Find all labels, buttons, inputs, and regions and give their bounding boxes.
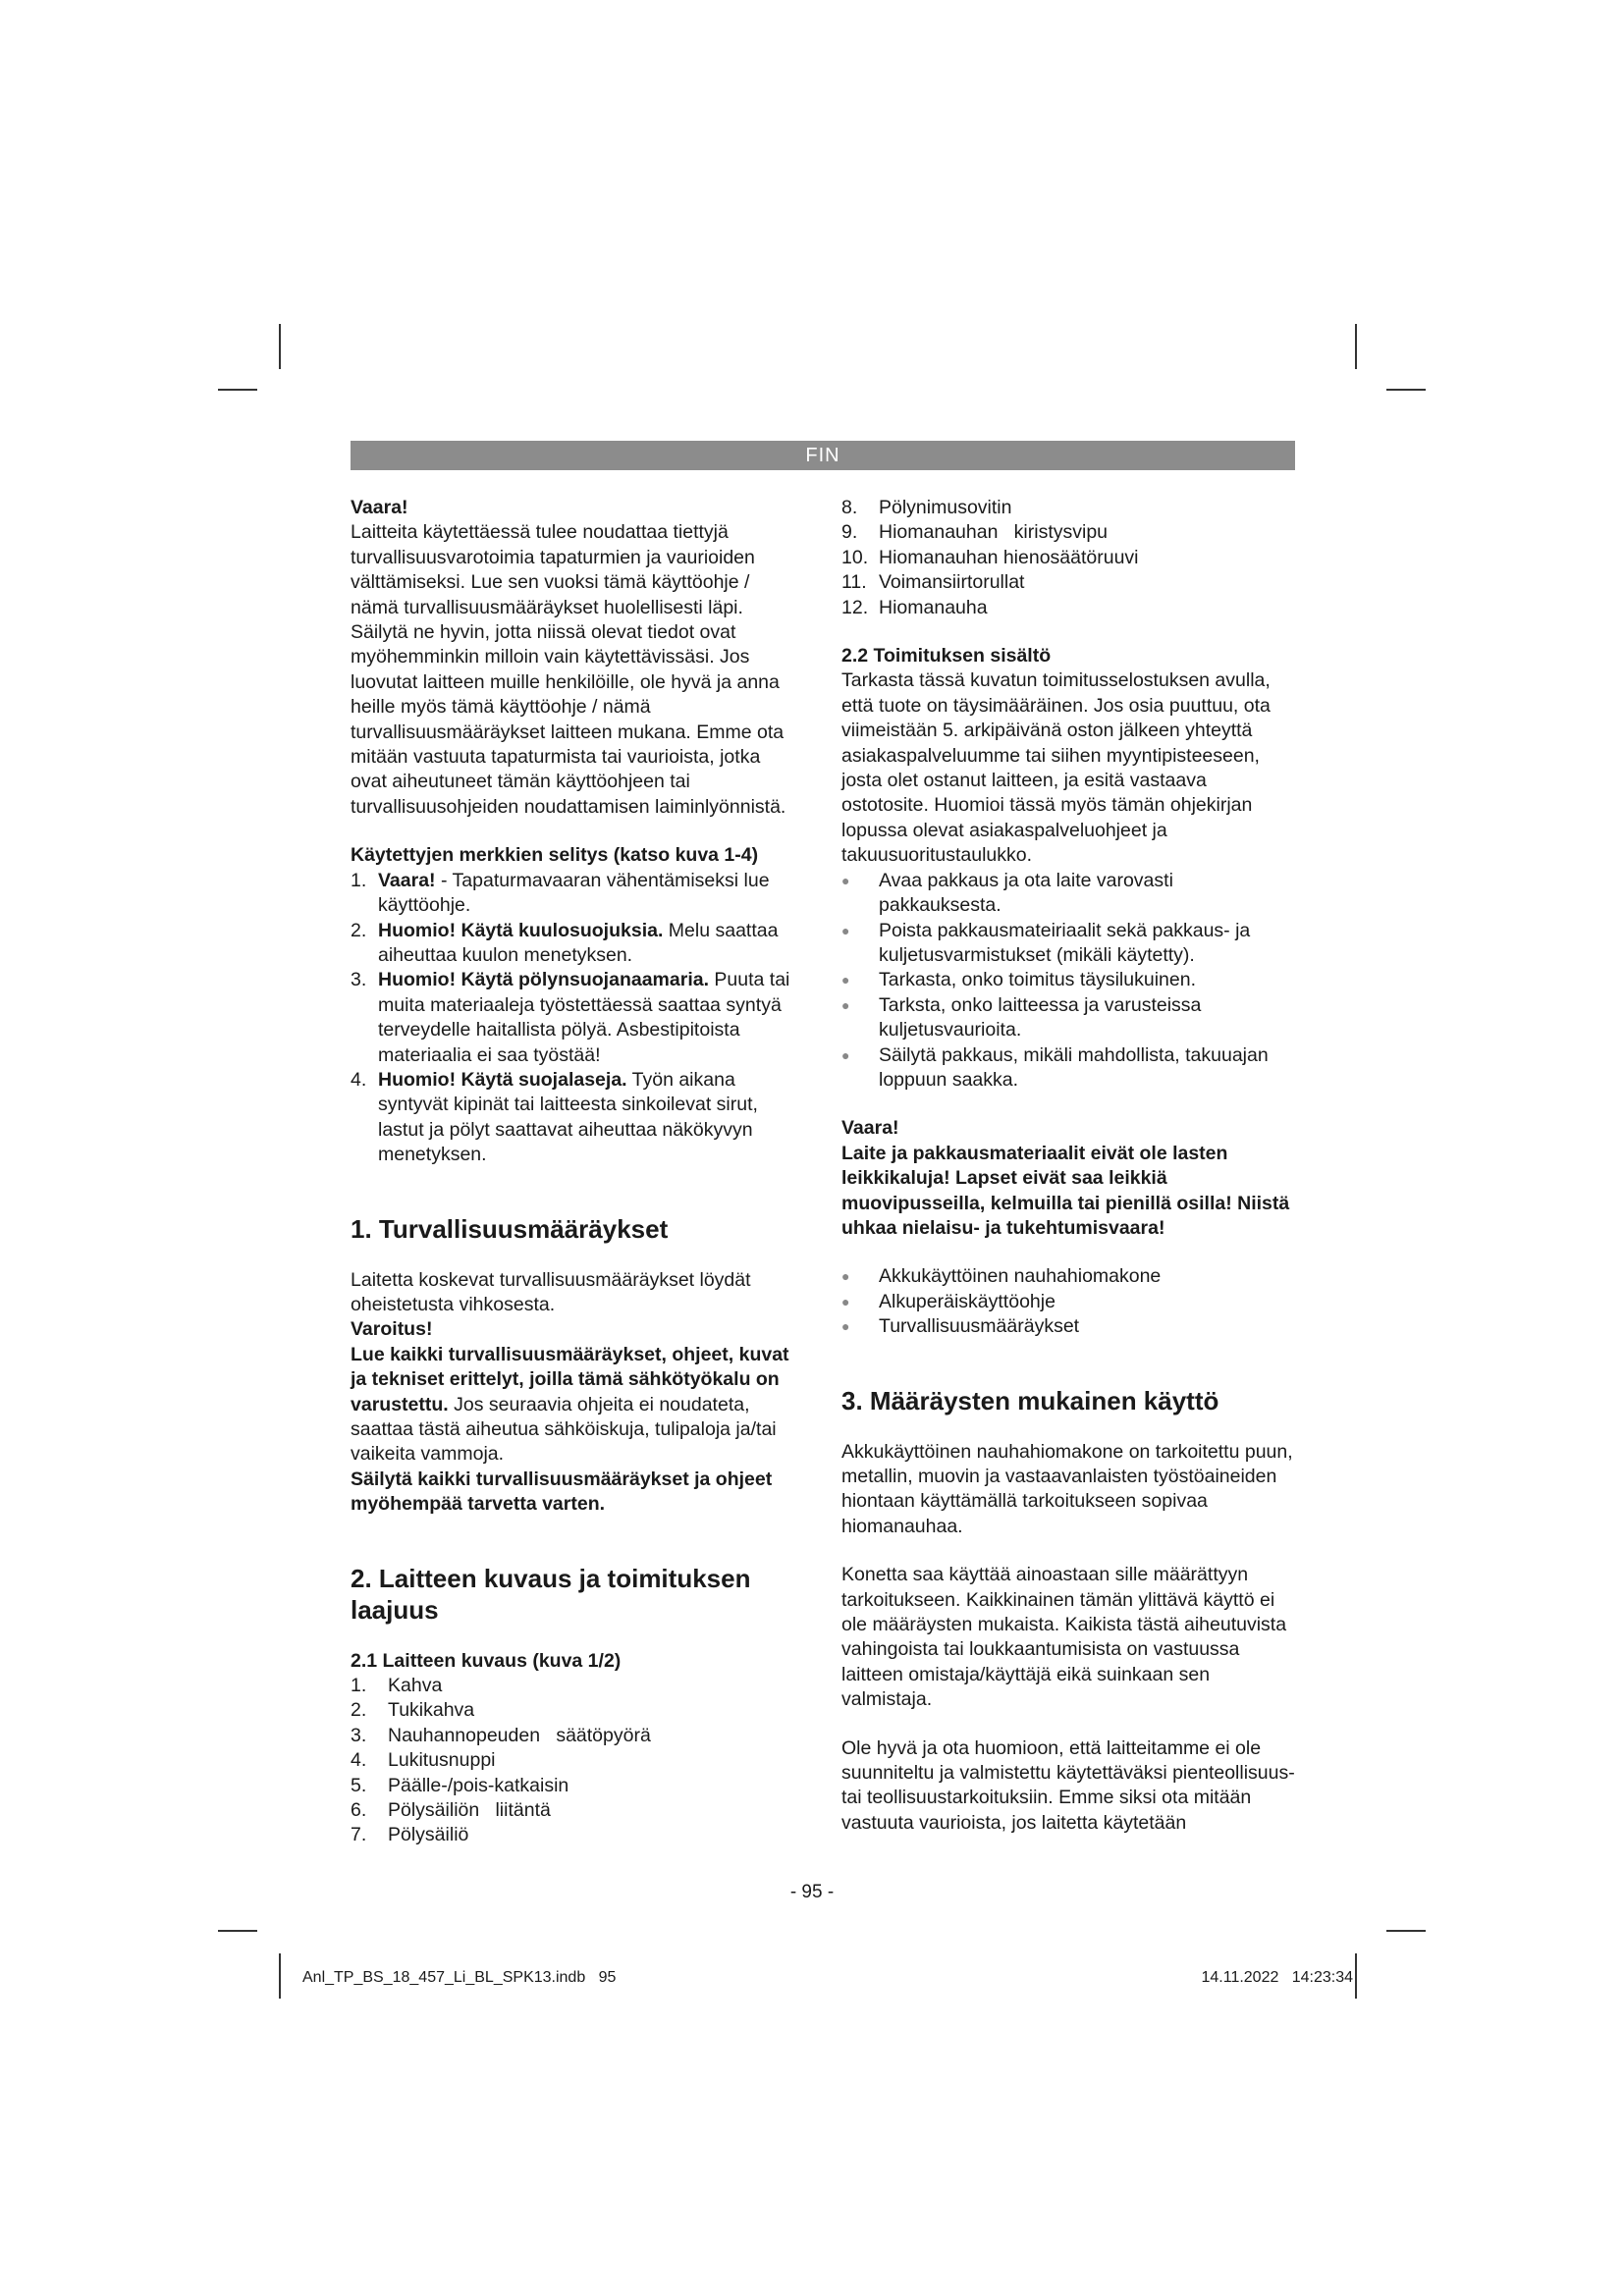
bullet-icon: ● [841,1268,850,1285]
parts-list-left [351,1674,794,1848]
part-item: 2. Tukikahva [351,1699,475,1722]
bullet-icon: ● [841,872,850,888]
part-item: 9. Hiomanauhan kiristysvipu [841,521,1109,544]
section-1-keep-note: Säilytä kaikki turvallisuusmääräykset ja ohjeet myöhempää tarvetta varten. [351,1468,773,1516]
part-item: 6. Pölysäiliön liitäntä [351,1799,551,1822]
bullet-icon: ● [841,1046,850,1063]
parts-list-right [841,496,1295,620]
check-item: ● Avaa pakkaus ja ota laite varovasti pakkauksesta. [841,869,1295,919]
page-number: - 95 - [789,1882,835,1902]
section-2-2-title: 2.2 Toimituksen sisältö [841,645,1052,667]
right-column [841,496,1295,1836]
part-item: 7. Pölysäiliö [351,1824,469,1846]
intro-warning-title: Vaara! [351,497,408,518]
section-3-paragraph-3: Ole hyvä ja ota huomioon, että laitteitamme ei ole suunniteltu ja valmistettu käytettäväksi pienteollisuus- tai teollisuustarkoituksiin. Emme siksi ota mitään vastuuta vaurioista, jos laitetta käytetään [841,1736,1295,1834]
section-1-warning-text: Lue kaikki turvallisuusmääräykset, ohjeet, kuvat ja tekniset erittelyt, joilla tämä sähkötyökalu on varustettu. Jos seuraavia ohjeita ei noudateta, saattaa tästä aiheutua sähköiskuja, tulipaloja ja/tai vaikeita vammoja. [351,1343,789,1466]
bullet-icon: ● [841,972,850,988]
delivery-item: ● Alkuperäiskäyttöohje [841,1290,1295,1314]
section-1-title: 1. Turvallisuusmääräykset [351,1213,669,1244]
left-column [351,496,794,1848]
part-item: 10. Hiomanauhan hienosäätöruuvi [841,546,1139,568]
symbols-title: Käytettyjen merkkien selitys (katso kuva 1-4) [351,844,759,867]
delivery-list [841,1264,1295,1339]
part-item: 4. Lukitusnuppi [351,1749,496,1772]
footer-filename: Anl_TP_BS_18_457_Li_BL_SPK13.indb 95 [302,1969,617,1986]
part-item: 3. Nauhannopeuden säätöpyörä [351,1724,651,1746]
delivery-item: ● Akkukäyttöinen nauhahiomakone [841,1264,1295,1289]
language-header-bar [351,441,1295,470]
check-item: ● Säilytä pakkaus, mikäli mahdollista, takuuajan loppuun saakka. [841,1043,1295,1094]
part-item: 1. Kahva [351,1675,443,1697]
language-label: FIN [805,444,840,466]
crop-mark [1355,324,1357,369]
part-item: 11. Voimansiirtorullat [841,571,1025,594]
section-2-1-title: 2.1 Laitteen kuvaus (kuva 1/2) [351,1649,622,1672]
footer-datetime: 14.11.2022 14:23:34 [1201,1969,1353,1986]
delivery-item: ● Turvallisuusmääräykset [841,1314,1295,1339]
section-2-2-text: Tarkasta tässä kuvatun toimitusselostuksen avulla, että tuote on täysimääräinen. Jos osia puuttuu, ota viimeistään 5. arkipäivänä oston jälkeen yhteyttä asiakaspalveluumme tai siihen myyntipisteeseen, josta olet ostanut laitteen, ja esitä vastaava ostotosite. Huomioi tässä myös tämän ohjekirjan lopussa olevat asiakaspalveluohjeet ja takuusuoritustaulukko. [841,669,1271,867]
check-item: ● Tarksta, onko laitteessa ja varusteissa kuljetusvaurioita. [841,993,1295,1043]
symbol-item: 2. Huomio! Käytä kuulosuojuksia. Melu saattaa aiheuttaa kuulon menetyksen. [351,919,779,966]
symbol-item: 1. Vaara! - Tapaturmavaaran vähentämiseksi lue käyttöohje. [351,869,770,917]
intro-warning-text: Laitteita käytettäessä tulee noudattaa tiettyjä turvallisuusvarotoimia tapaturmien ja vaurioiden välttämiseksi. Lue sen vuoksi tämä käyttöohje / nämä turvallisuusmääräykset huolellisesti läpi. Säilytä ne hyvin, jotta niissä olevat tiedot ovat myöhemminkin milloin vain käytettävissäsi. Jos luovutat laitteen muille henkilöille, ole hyvä ja anna heille myös tämä käyttöohje / nämä turvallisuusmääräykset laitteen mukana. Emme ota mitään vastuuta tapaturmista tai vaurioista, jotka ovat aiheutuneet tämän käyttöohjeen tai turvallisuusohjeiden noudattamisen laiminlyönnistä. [351,521,786,818]
symbol-item: 3. Huomio! Käytä pölynsuojanaamaria. Puuta tai muita materiaaleja työstettäessä saattaa syntyä terveydelle haitallista pölyä. Asbestipitoista materiaalia ei saa työstää! [351,969,790,1066]
part-item: 8. Pölynimusovitin [841,497,1012,518]
bullet-icon: ● [841,996,850,1013]
bullet-icon: ● [841,1293,850,1309]
crop-mark [218,1930,257,1932]
check-list [841,869,1295,1094]
bullet-icon: ● [841,1318,850,1335]
crop-mark [279,324,281,369]
crop-mark [279,1953,281,1999]
section-2-title: 2. Laitteen kuvaus ja toimituksen laajuus [351,1563,751,1625]
section-3-paragraph-2: Konetta saa käyttää ainoastaan sille määrättyyn tarkoitukseen. Kaikkinainen tämän ylittävä käyttö ei ole määräysten mukaista. Kaikista tästä aiheutuvista vahingoista tai loukkaantumisista on vastuussa laitteen omistaja/käyttäjä eikä suinkaan sen valmistaja. [841,1564,1287,1711]
part-item: 12. Hiomanauha [841,596,988,618]
section-3-paragraph-1: Akkukäyttöinen nauhahiomakone on tarkoitettu puun, metallin, muovin ja vastaavanlaisten työstöaineiden hiontaan käyttämällä tarkoitukseen sopivaa hiomanauhaa. [841,1440,1293,1537]
crop-mark [218,389,257,391]
check-item: ● Tarkasta, onko toimitus täysilukuinen. [841,968,1295,992]
symbols-list [351,869,794,1168]
crop-mark [1386,389,1426,391]
crop-mark [1386,1930,1426,1932]
bullet-icon: ● [841,922,850,938]
check-item: ● Poista pakkausmateiriaalit sekä pakkaus- ja kuljetusvarmistukset (mikäli käytetty). [841,919,1295,969]
section-3-title: 3. Määräysten mukainen käyttö [841,1385,1219,1415]
section-1-text: Laitetta koskevat turvallisuusmääräykset löydät oheistetusta vihkosesta. [351,1268,751,1315]
crop-mark [1355,1953,1357,1999]
symbol-item: 4. Huomio! Käytä suojalaseja. Työn aikana syntyvät kipinät tai laitteesta sinkoilevat sirut, lastut ja pölyt saattavat aiheuttaa näkökyvyn menetyksen. [351,1068,758,1166]
section-1-warning-label: Varoitus! [351,1318,433,1341]
packaging-warning-text: Laite ja pakkausmateriaalit eivät ole lasten leikkikaluja! Lapset eivät saa leikkiä muovipusseilla, kelmuilla tai pienillä osilla! Niistä uhkaa nielaisu- ja tukehtumisvaara! [841,1142,1290,1239]
part-item: 5. Päälle-/pois-katkaisin [351,1774,569,1796]
packaging-warning-title: Vaara! [841,1117,899,1140]
